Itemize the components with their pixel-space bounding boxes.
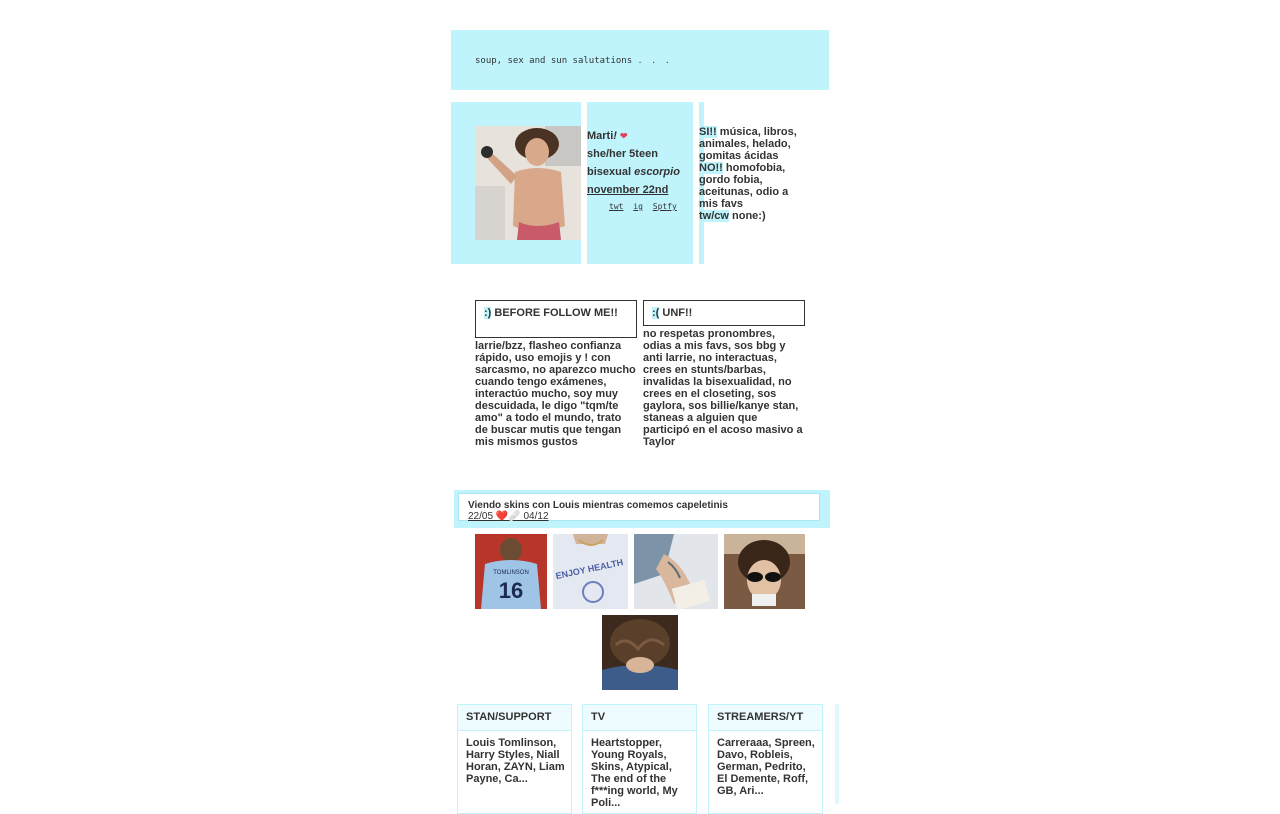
info-lines <box>587 127 697 199</box>
instagram-link[interactable]: ig <box>633 202 643 211</box>
avatar <box>475 126 581 240</box>
dislikes-label: NO!! <box>699 162 723 174</box>
status-banner <box>454 490 830 528</box>
profile-birthday: november 22nd <box>587 184 669 196</box>
avatar-photo <box>475 126 581 240</box>
photo-shirt-image <box>553 534 628 609</box>
header-banner <box>451 30 829 90</box>
photo-hands <box>634 534 718 609</box>
status-banner-inner <box>458 493 820 521</box>
preferences-panel <box>699 126 809 222</box>
photo-hair <box>602 615 678 690</box>
header-title <box>475 56 672 66</box>
before-follow-text: larrie/bzz, flasheo confianza rápido, uso emojis y ! con sarcasmo, no aparezco mucho cuando tengo exámenes, interactúo mucho, soy muy descuidada, le digo "tqm/te amo" a todo el mundo, trato de buscar mutis que tengan mis mismos gustos <box>475 340 636 448</box>
profile-name: Marti <box>587 130 614 142</box>
social-links <box>609 202 682 211</box>
tw-label: tw/cw <box>699 210 729 222</box>
twitter-link[interactable]: twt <box>609 202 624 211</box>
smiley-icon: :) <box>484 307 492 319</box>
info-panel <box>587 102 693 264</box>
shirt-text: ENJOY HEALTH <box>554 557 625 582</box>
header-title-text: soup, sex and sun salutations <box>475 56 633 66</box>
column-tv <box>582 704 697 814</box>
column-stan-text: Louis Tomlinson, Harry Styles, Niall Horan, ZAYN, Liam Payne, Ca... <box>466 737 565 785</box>
photo-hands-image <box>634 534 718 609</box>
photo-hair-image <box>602 615 678 690</box>
column-tv-text: Heartstopper, Young Royals, Skins, Atypical, The end of the f***ing world, My Poli... <box>591 737 678 809</box>
spotify-link[interactable]: Sptfy <box>652 202 677 211</box>
photo-jersey-image <box>475 534 547 609</box>
column-streamers-text: Carreraaa, Spreen, Davo, Robleis, German, Pedrito, El Demente, Roff, GB, Ari... <box>717 737 815 797</box>
photo-shirt <box>553 534 628 609</box>
photo-jersey <box>475 534 547 609</box>
jersey-name: TOMLINSON <box>493 570 529 576</box>
profile-orientation: bisexual <box>587 166 635 178</box>
dislikes-text: homofobia, gordo fobia, aceitunas, odio a mis favs <box>699 162 789 210</box>
frown-icon: :( <box>652 307 660 319</box>
column-streamers-title: STREAMERS/YT <box>709 705 822 731</box>
column-edge-partial <box>835 704 839 804</box>
before-follow-title: BEFORE FOLLOW ME!! <box>491 307 618 319</box>
header-dots: . . . <box>637 56 672 65</box>
status-title: Viendo skins con Louis mientras comemos capeletinis <box>468 500 728 511</box>
profile-identity <box>587 163 697 181</box>
profile-name-line <box>587 127 697 145</box>
profile-sign: escorpio <box>634 166 680 178</box>
unf-heading <box>643 300 805 326</box>
before-follow-heading <box>475 300 637 338</box>
likes-text: música, libros, animales, helado, gomitas ácidas <box>699 126 797 162</box>
likes-label: SI!! <box>699 126 717 138</box>
tw-text: none:) <box>728 210 766 222</box>
profile-pronouns: she/her 5teen <box>587 148 658 160</box>
column-stan-support <box>457 704 572 814</box>
unf-title: UNF!! <box>659 307 693 319</box>
status-date: 22/05 ❤️🩹 04/12 <box>468 511 549 522</box>
column-stan-title: STAN/SUPPORT <box>458 705 571 731</box>
photo-sunglasses <box>724 534 805 609</box>
heart-icon: ❤ <box>620 131 628 141</box>
jersey-number: 16 <box>498 578 524 603</box>
photo-sunglasses-image <box>724 534 805 609</box>
profile-name-mark: ! <box>613 130 617 142</box>
column-streamers <box>708 704 823 814</box>
column-tv-title: TV <box>583 705 696 731</box>
avatar-frame <box>451 102 581 264</box>
unf-text: no respetas pronombres, odias a mis favs, sos bbg y anti larrie, no interactuas, crees en stunts/barbas, invalidas la bisexualidad, no crees en el closeting, sos gaylora, sos billie/kanye stan, staneas a alguien que participó en el acoso masivo a Taylor <box>643 328 803 448</box>
